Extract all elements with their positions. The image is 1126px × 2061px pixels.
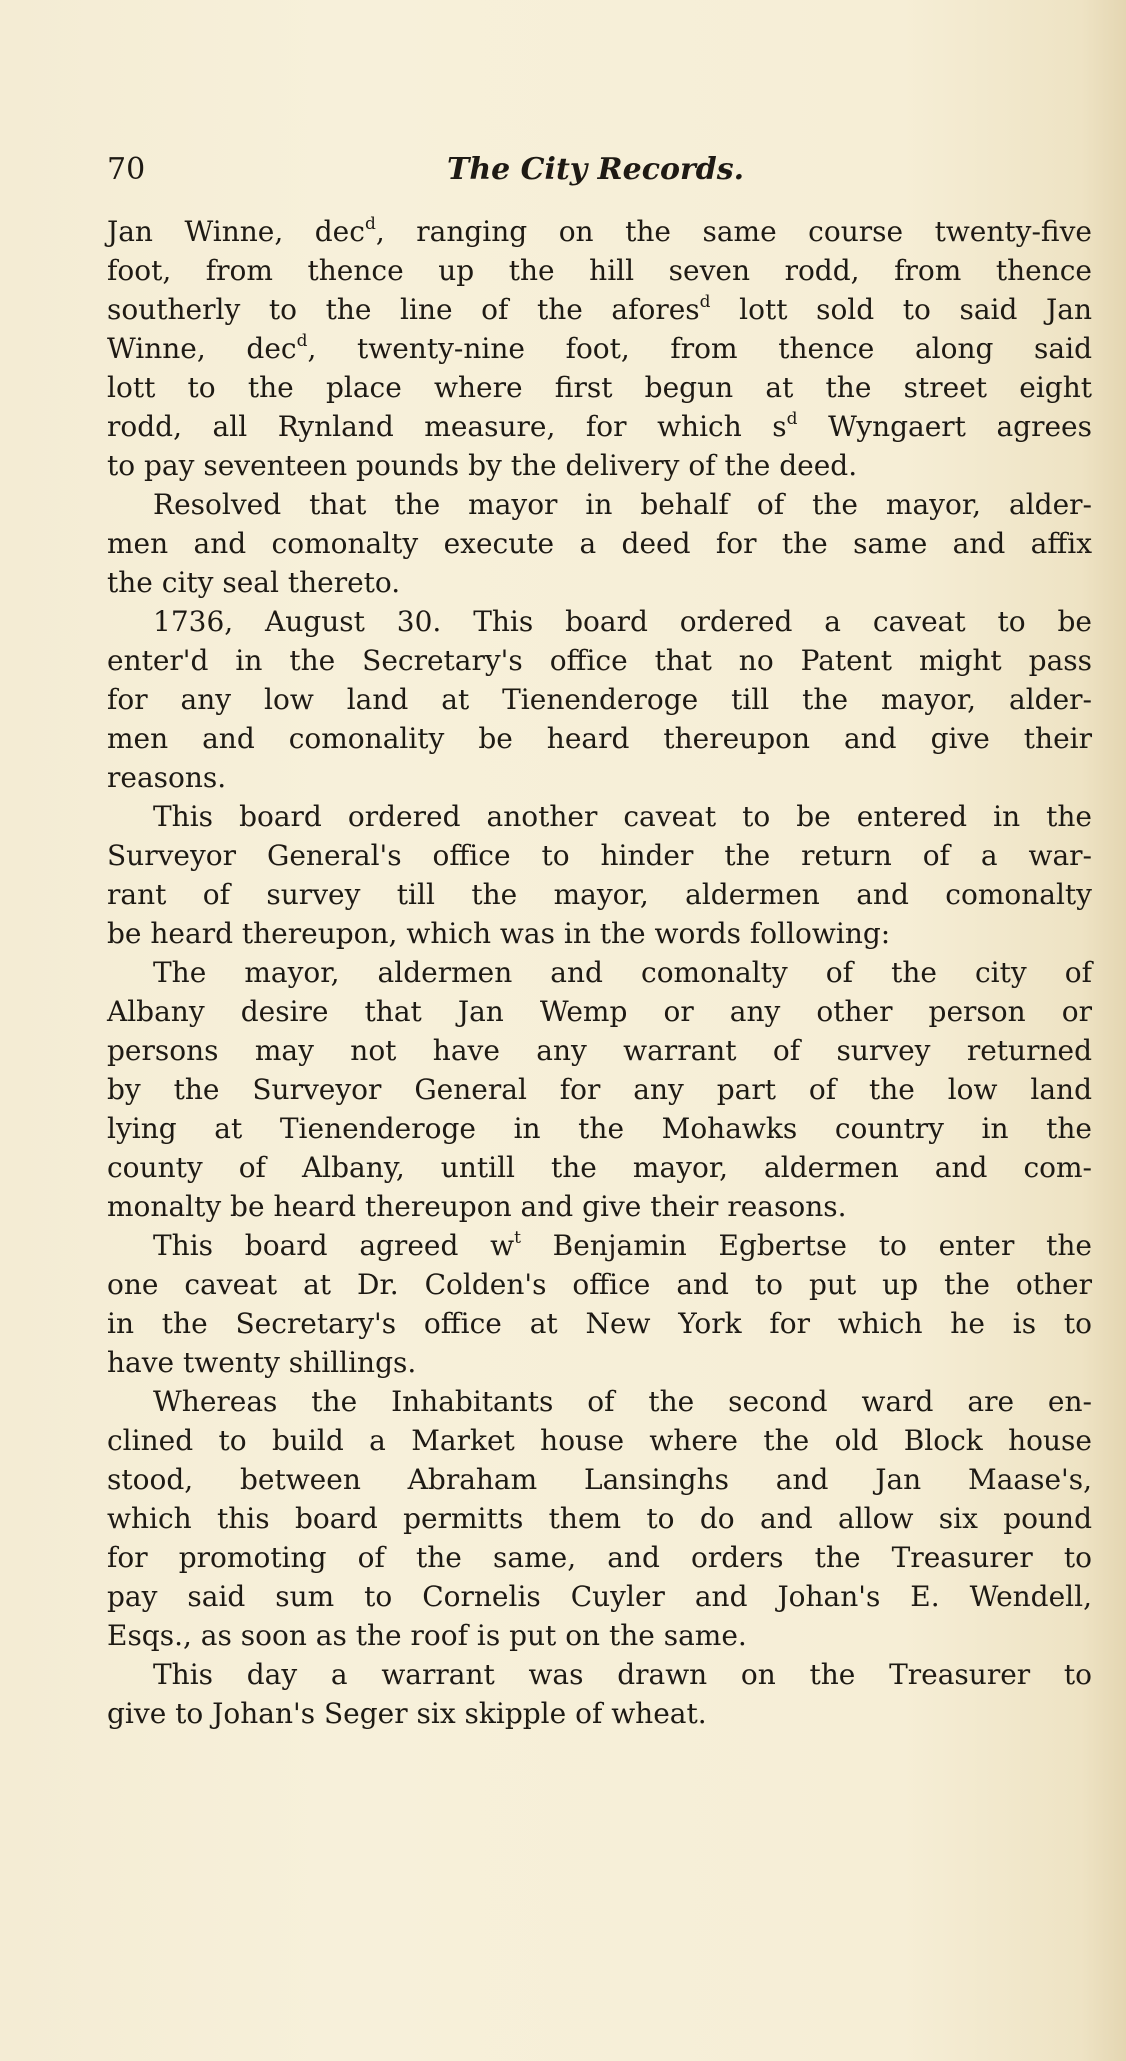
text-line-33: stood, between Abraham Lansinghs and Jan Maase's, [107,1463,1092,1496]
text-line-20: The mayor, aldermen and comonalty of the city of [153,956,1092,989]
text-line-25: county of Albany, untill the mayor, aldermen and com- [107,1151,1092,1184]
text-line-26: monalty be heard thereupon and give their reasons. [107,1190,847,1223]
text-line-14: men and comonality be heard thereupon and give their [107,722,1092,755]
page-number: 70 [107,152,146,187]
text-line-9: men and comonalty execute a deed for the same and affix [107,527,1092,560]
text-line-37: Esqs., as soon as the roof is put on the same. [107,1619,747,1652]
text-line-34: which this board permitts them to do and allow six pound [107,1502,1092,1535]
text-line-29: in the Secretary's office at New York for which he is to [107,1307,1092,1340]
text-line-2: foot, from thence up the hill seven rodd, from thence [107,254,1092,287]
text-line-8: Resolved that the mayor in behalf of the mayor, alder- [153,488,1092,521]
text-line-39: give to Johan's Seger six skipple of wheat. [107,1697,707,1730]
text-line-30: have twenty shillings. [107,1346,417,1379]
text-line-31: Whereas the Inhabitants of the second ward are en- [153,1385,1092,1418]
text-line-21: Albany desire that Jan Wemp or any other person or [107,995,1092,1028]
text-line-36: pay said sum to Cornelis Cuyler and Johan's E. Wendell, [107,1580,1092,1613]
text-line-16: This board ordered another caveat to be entered in the [153,800,1092,833]
text-line-5: lott to the place where first begun at the street eight [107,371,1092,404]
running-title: The City Records. [447,152,745,187]
text-line-23: by the Surveyor General for any part of the low land [107,1073,1092,1106]
text-line-15: reasons. [107,761,227,794]
text-line-1: Jan Winne, dec$^d$, ranging on the same course twenty-five [107,214,1092,248]
text-line-11: 1736, August 30. This board ordered a caveat to be [153,605,1092,638]
text-line-28: one caveat at Dr. Colden's office and to put up the other [107,1268,1092,1301]
text-line-19: be heard thereupon, which was in the words following: [107,917,891,950]
text-line-10: the city seal thereto. [107,566,401,599]
text-line-17: Surveyor General's office to hinder the return of a war- [107,839,1092,872]
page-header [107,148,1092,192]
text-line-18: rant of survey till the mayor, aldermen and comonalty [107,878,1092,911]
text-line-4: Winne, dec$^d$, twenty-nine foot, from thence along said [107,331,1093,365]
text-line-3: southerly to the line of the afores$^d$ lott sold to said Jan [107,292,1092,326]
text-line-24: lying at Tienenderoge in the Mohawks country in the [107,1112,1092,1145]
text-line-27: This board agreed $w^t$ Benjamin Egbertse to enter the [153,1228,1092,1262]
text-line-7: to pay seventeen pounds by the delivery of the deed. [107,449,858,482]
text-line-22: persons may not have any warrant of survey returned [107,1034,1092,1067]
text-line-38: This day a warrant was drawn on the Treasurer to [153,1658,1092,1691]
text-line-32: clined to build a Market house where the old Block house [107,1424,1092,1457]
text-line-13: for any low land at Tienenderoge till the mayor, alder- [107,683,1092,716]
text-line-6: rodd, all Rynland measure, for which $s^d$ Wyngaert agrees [107,409,1092,443]
text-line-12: enter'd in the Secretary's office that no Patent might pass [107,644,1092,677]
body-text [107,212,1092,1733]
text-line-35: for promoting of the same, and orders the Treasurer to [107,1541,1092,1574]
